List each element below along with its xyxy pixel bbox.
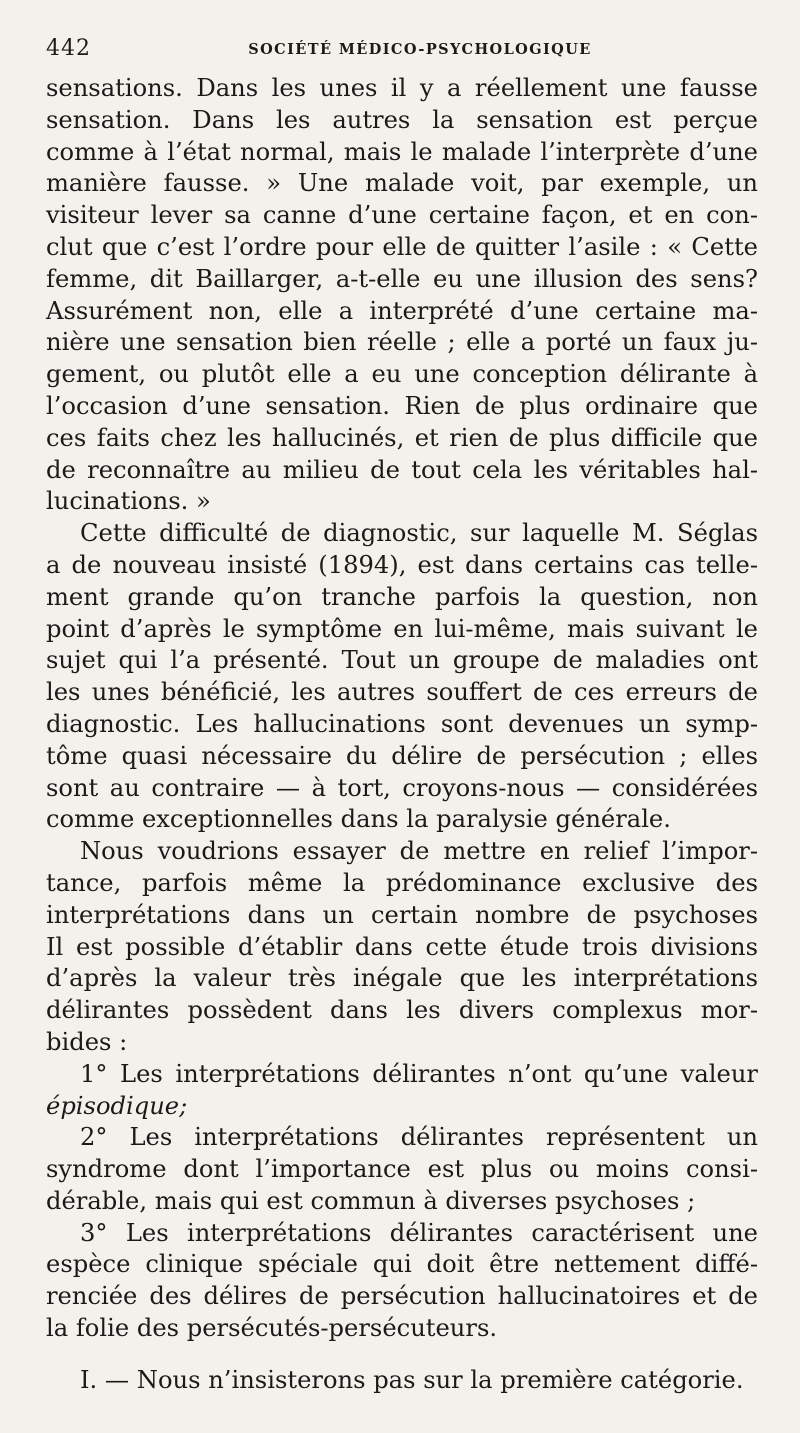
text-line: délirantes possèdent dans les divers complexus mor- [46,996,758,1025]
text-line: ment grande qu’on tranche parfois la question, non [46,582,758,611]
text-line: femme, dit Baillarger, a-t-elle eu une illusion des sens? [46,264,758,293]
section-gap [46,1345,758,1365]
text-line: de reconnaître au milieu de tout cela les véritables hal- [46,455,758,484]
running-header [46,36,754,66]
text-line: ces faits chez les hallucinés, et rien de plus difficile que [46,423,758,452]
text-line: sensations. Dans les unes il y a réellement une fausse [46,74,758,102]
text-line: a de nouveau insisté (1894), est dans certains cas telle- [46,550,758,579]
journal-title: SOCIÉTÉ MÉDICO-PSYCHOLOGIQUE [248,41,592,58]
text-line: lucinations. » [46,487,211,516]
text-line: bides : [46,1027,128,1056]
text-line: épisodique; [46,1091,188,1120]
text-line: Il est possible d’établir dans cette étude trois divisions [46,932,758,961]
text-line: comme exceptionnelles dans la paralysie générale. [46,805,671,834]
text-line: gement, ou plutôt elle a eu une conception délirante à [46,360,758,389]
text-line: nière une sensation bien réelle ; elle a porté un faux ju- [46,328,758,357]
page-number: 442 [46,36,91,61]
text-line: d’après la valeur très inégale que les interprétations [46,964,758,993]
text-line: syndrome dont l’importance est plus ou moins consi- [46,1155,758,1184]
text-line: clut que c’est l’ordre pour elle de quitter l’asile : « Cette [46,232,758,261]
text-line: sont au contraire — à tort, croyons-nous — considérées [46,773,758,802]
text-line: 3° Les interprétations délirantes caractérisent une [80,1218,758,1247]
text-line: point d’après le symptôme en lui-même, mais suivant le [46,614,758,643]
text-line: tance, parfois même la prédominance exclusive des [46,868,758,897]
text-line: les unes bénéficié, les autres souffert de ces erreurs de [46,678,758,707]
text-line: sensation. Dans les autres la sensation est perçue [46,105,758,134]
text-line: Nous voudrions essayer de mettre en relief l’impor- [80,837,758,866]
text-line: tôme quasi nécessaire du délire de persécution ; elles [46,741,758,770]
text-line: comme à l’état normal, mais le malade l’interprète d’une [46,137,758,166]
body-text [46,73,758,1397]
text-line: interprétations dans un certain nombre de psychoses [46,900,758,929]
text-line: Cette difficulté de diagnostic, sur laquelle M. Séglas [80,519,758,548]
text-line: renciée des délires de persécution hallucinatoires et de [46,1282,758,1311]
text-line: Assurément non, elle a interprété d’une certaine ma- [46,296,758,325]
text-line: dérable, mais qui est commun à diverses psychoses ; [46,1186,696,1215]
text-line: diagnostic. Les hallucinations sont devenues un symp- [46,709,758,738]
text-line: visiteur lever sa canne d’une certaine façon, et en con- [46,201,758,230]
text-line: la folie des persécutés-persécuteurs. [46,1314,498,1343]
text-line: manière fausse. » Une malade voit, par exemple, un [46,169,758,198]
text-line: 1° Les interprétations délirantes n’ont qu’une valeur [80,1059,758,1088]
text-line: I. — Nous n’insisterons pas sur la première catégorie. [80,1365,744,1394]
text-line: sujet qui l’a présenté. Tout un groupe de maladies ont [46,646,758,675]
text-line: 2° Les interprétations délirantes représentent un [80,1123,758,1152]
text-line: l’occasion d’une sensation. Rien de plus ordinaire que [46,391,758,420]
text-line: espèce clinique spéciale qui doit être nettement diffé- [46,1250,758,1279]
